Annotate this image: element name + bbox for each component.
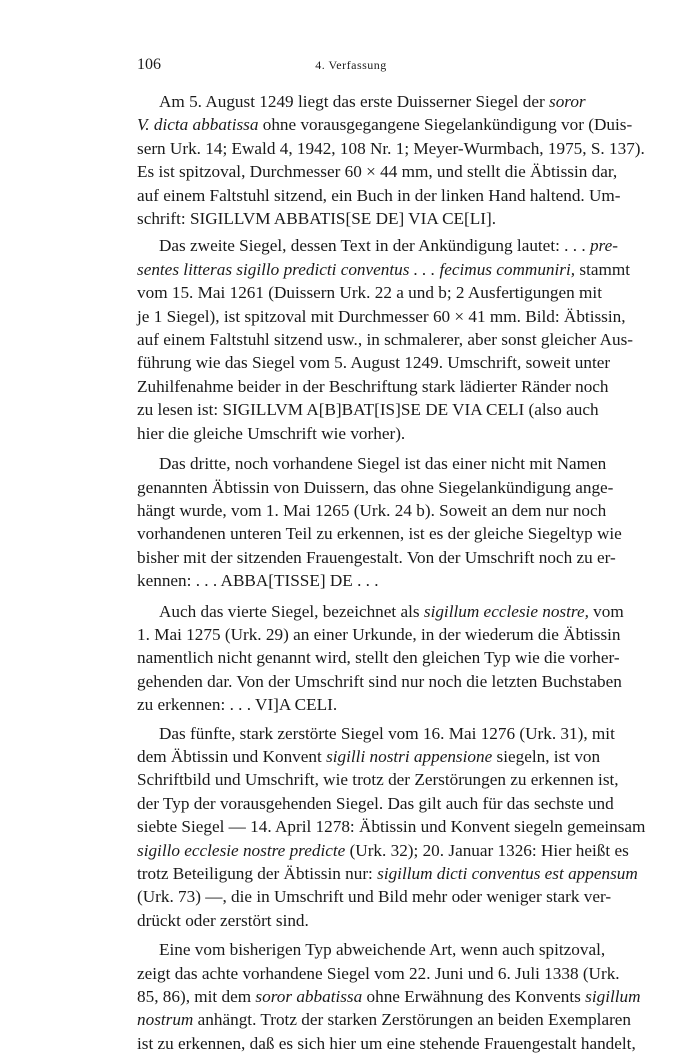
italic-text: sentes litteras sigillo predicti conventus . . . fecimus communiri, [137, 259, 576, 279]
italic-text: sigillum dicti conventus est appensum [377, 864, 638, 883]
paragraph [137, 722, 646, 933]
text-line [137, 646, 620, 669]
text-run: zeigt das achte vorhandene Siegel vom 22. Juni und 6. Juli 1338 (Urk. [137, 963, 620, 983]
text-run: anhängt. Trotz der starken Zerstörungen an beiden Exemplaren [193, 1010, 632, 1030]
text-run: vom [588, 601, 624, 621]
text-line [137, 281, 602, 304]
text-line [137, 839, 629, 862]
text-line [137, 1032, 636, 1055]
text-line [137, 569, 565, 592]
paragraph [137, 234, 634, 445]
text-run: je 1 Siegel), ist spitzoval mit Durchmesser 60 × 41 mm. Bild: Äbtissin, [137, 306, 626, 326]
text-line [137, 499, 607, 522]
text-run: drückt oder zerstört sind. [137, 910, 309, 930]
text-run: stammt [575, 259, 630, 279]
text-run: (Urk. 32); 20. Januar 1326: Hier heißt es [345, 840, 629, 860]
paragraph [137, 938, 641, 1055]
text-run: vorhandenen unteren Teil zu erkennen, ist es der gleiche Siegeltyp wie [137, 524, 622, 544]
text-run: gehenden dar. Von der Umschrift sind nur noch die letzten Buchstaben [137, 671, 622, 691]
text-run: Das dritte, noch vorhandene Siegel ist das einer nicht mit Namen [159, 454, 607, 474]
text-run: auf einem Faltstuhl sitzend usw., in schmalerer, aber sonst gleicher Aus- [137, 330, 634, 350]
text-line [137, 693, 565, 716]
text-line [137, 522, 622, 545]
text-line [137, 113, 633, 136]
text-line [137, 745, 601, 768]
text-run: trotz Beteiligung der Äbtissin nur: [137, 864, 378, 883]
text-line [137, 815, 646, 838]
text-line [137, 137, 645, 160]
text-run: zu lesen ist: SIGILLVM A[B]BAT[IS]SE DE VIA CELI (also auch [137, 400, 599, 420]
text-line [137, 351, 611, 374]
text-run: (Urk. 73) —, die in Umschrift und Bild mehr oder weniger stark ver- [137, 887, 612, 907]
page-number: 106 [137, 56, 161, 73]
text-line [137, 452, 607, 475]
text-run: schrift: SIGILLVM ABBATIS[SE DE] VIA CE[LI]. [137, 209, 497, 229]
text-line [137, 234, 618, 257]
italic-text: soror abbatissa [255, 987, 363, 1007]
text-line [137, 670, 622, 693]
text-run: ohne Erwähnung des Konvents [362, 987, 586, 1007]
text-line [137, 328, 634, 351]
text-line [137, 1008, 632, 1031]
text-run: Schriftbild und Umschrift, wie trotz der Zerstörungen zu erkennen ist, [137, 770, 619, 790]
italic-text: sigillum ecclesie nostre, [423, 601, 589, 621]
text-run: bisher mit der sitzenden Frauengestalt. Von der Umschrift noch zu er- [137, 547, 616, 567]
text-line [137, 305, 626, 328]
text-run: ohne vorausgegangene Siegelankündigung vor (Duis- [258, 115, 633, 135]
paragraph [137, 600, 624, 717]
text-run: Es ist spitzoval, Durchmesser 60 × 44 mm, und stellt die Äbtissin dar, [137, 162, 618, 182]
italic-text: sigillo ecclesie nostre predicte [137, 840, 346, 860]
text-run: ist zu erkennen, daß es sich hier um eine stehende Frauengestalt handelt, [137, 1033, 636, 1053]
text-run: auf einem Faltstuhl sitzend, ein Buch in der linken Hand haltend. Um- [137, 185, 621, 205]
text-line [137, 909, 565, 932]
text-line [137, 623, 621, 646]
text-run: siegeln, ist von [492, 746, 601, 766]
text-line [137, 90, 586, 113]
text-run: 1. Mai 1275 (Urk. 29) an einer Urkunde, in der wiederum die Äbtissin [137, 624, 621, 644]
text-run: Zuhilfenahme beider in der Beschriftung stark lädierter Ränder noch [137, 376, 609, 396]
text-run: vom 15. Mai 1261 (Duissern Urk. 22 a und b; 2 Ausfertigungen mit [137, 283, 602, 303]
text-run: hängt wurde, vom 1. Mai 1265 (Urk. 24 b). Soweit an dem nur noch [137, 500, 607, 520]
text-run: kennen: . . . ABBA[TISSE] DE . . . [137, 571, 379, 591]
italic-text: sigilli nostri appensione [326, 746, 493, 766]
text-line [137, 985, 641, 1008]
text-run: führung wie das Siegel vom 5. August 1249. Umschrift, soweit unter [137, 353, 611, 373]
italic-text: V. dicta abbatissa [137, 115, 259, 135]
text-line [137, 792, 614, 815]
paragraph [137, 452, 622, 592]
running-head: 4. Verfassung [315, 58, 387, 72]
text-line [137, 207, 565, 230]
text-run: Das zweite Siegel, dessen Text in der Ankündigung lautet: . . . [159, 236, 590, 256]
text-line [137, 885, 612, 908]
text-run: 85, 86), mit dem [137, 987, 256, 1007]
text-run: der Typ der vorausgehenden Siegel. Das gilt auch für das sechste und [137, 793, 614, 813]
text-line [137, 476, 614, 499]
italic-text: soror [549, 92, 586, 111]
text-run: hier die gleiche Umschrift wie vorher). [137, 423, 406, 443]
text-run: genannten Äbtissin von Duissern, das ohne Siegelankündigung ange- [137, 477, 614, 497]
text-run: Das fünfte, stark zerstörte Siegel vom 16. Mai 1276 (Urk. 31), mit [159, 723, 615, 743]
text-run: Am 5. August 1249 liegt das erste Duisserner Siegel der [159, 92, 549, 111]
text-line [137, 375, 609, 398]
text-line [137, 862, 638, 885]
text-run: zu erkennen: . . . VI]A CELI. [137, 695, 338, 715]
text-run: namentlich nicht genannt wird, stellt den gleichen Typ wie die vorher- [137, 648, 620, 668]
italic-text: sigillum [585, 987, 641, 1007]
page-header [137, 56, 565, 78]
paragraph [137, 90, 645, 230]
text-line [137, 938, 606, 961]
text-line [137, 768, 619, 791]
text-line [137, 160, 618, 183]
body-text [137, 90, 646, 1055]
text-run: Auch das vierte Siegel, bezeichnet als [159, 601, 424, 621]
text-line [137, 546, 616, 569]
text-line [137, 258, 630, 281]
text-run: siebte Siegel — 14. April 1278: Äbtissin und Konvent siegeln gemeinsam [137, 817, 646, 837]
text-line [137, 600, 624, 623]
text-line [137, 422, 565, 445]
text-line [137, 962, 620, 985]
text-line [137, 184, 621, 207]
italic-text: pre- [589, 236, 618, 256]
text-run: dem Äbtissin und Konvent [137, 746, 327, 766]
italic-text: nostrum [137, 1010, 194, 1030]
text-line [137, 398, 599, 421]
text-run: Eine vom bisherigen Typ abweichende Art, wenn auch spitzoval, [159, 940, 606, 960]
text-run: sern Urk. 14; Ewald 4, 1942, 108 Nr. 1; Meyer-Wurmbach, 1975, S. 137). [137, 138, 645, 158]
text-line [137, 722, 615, 745]
